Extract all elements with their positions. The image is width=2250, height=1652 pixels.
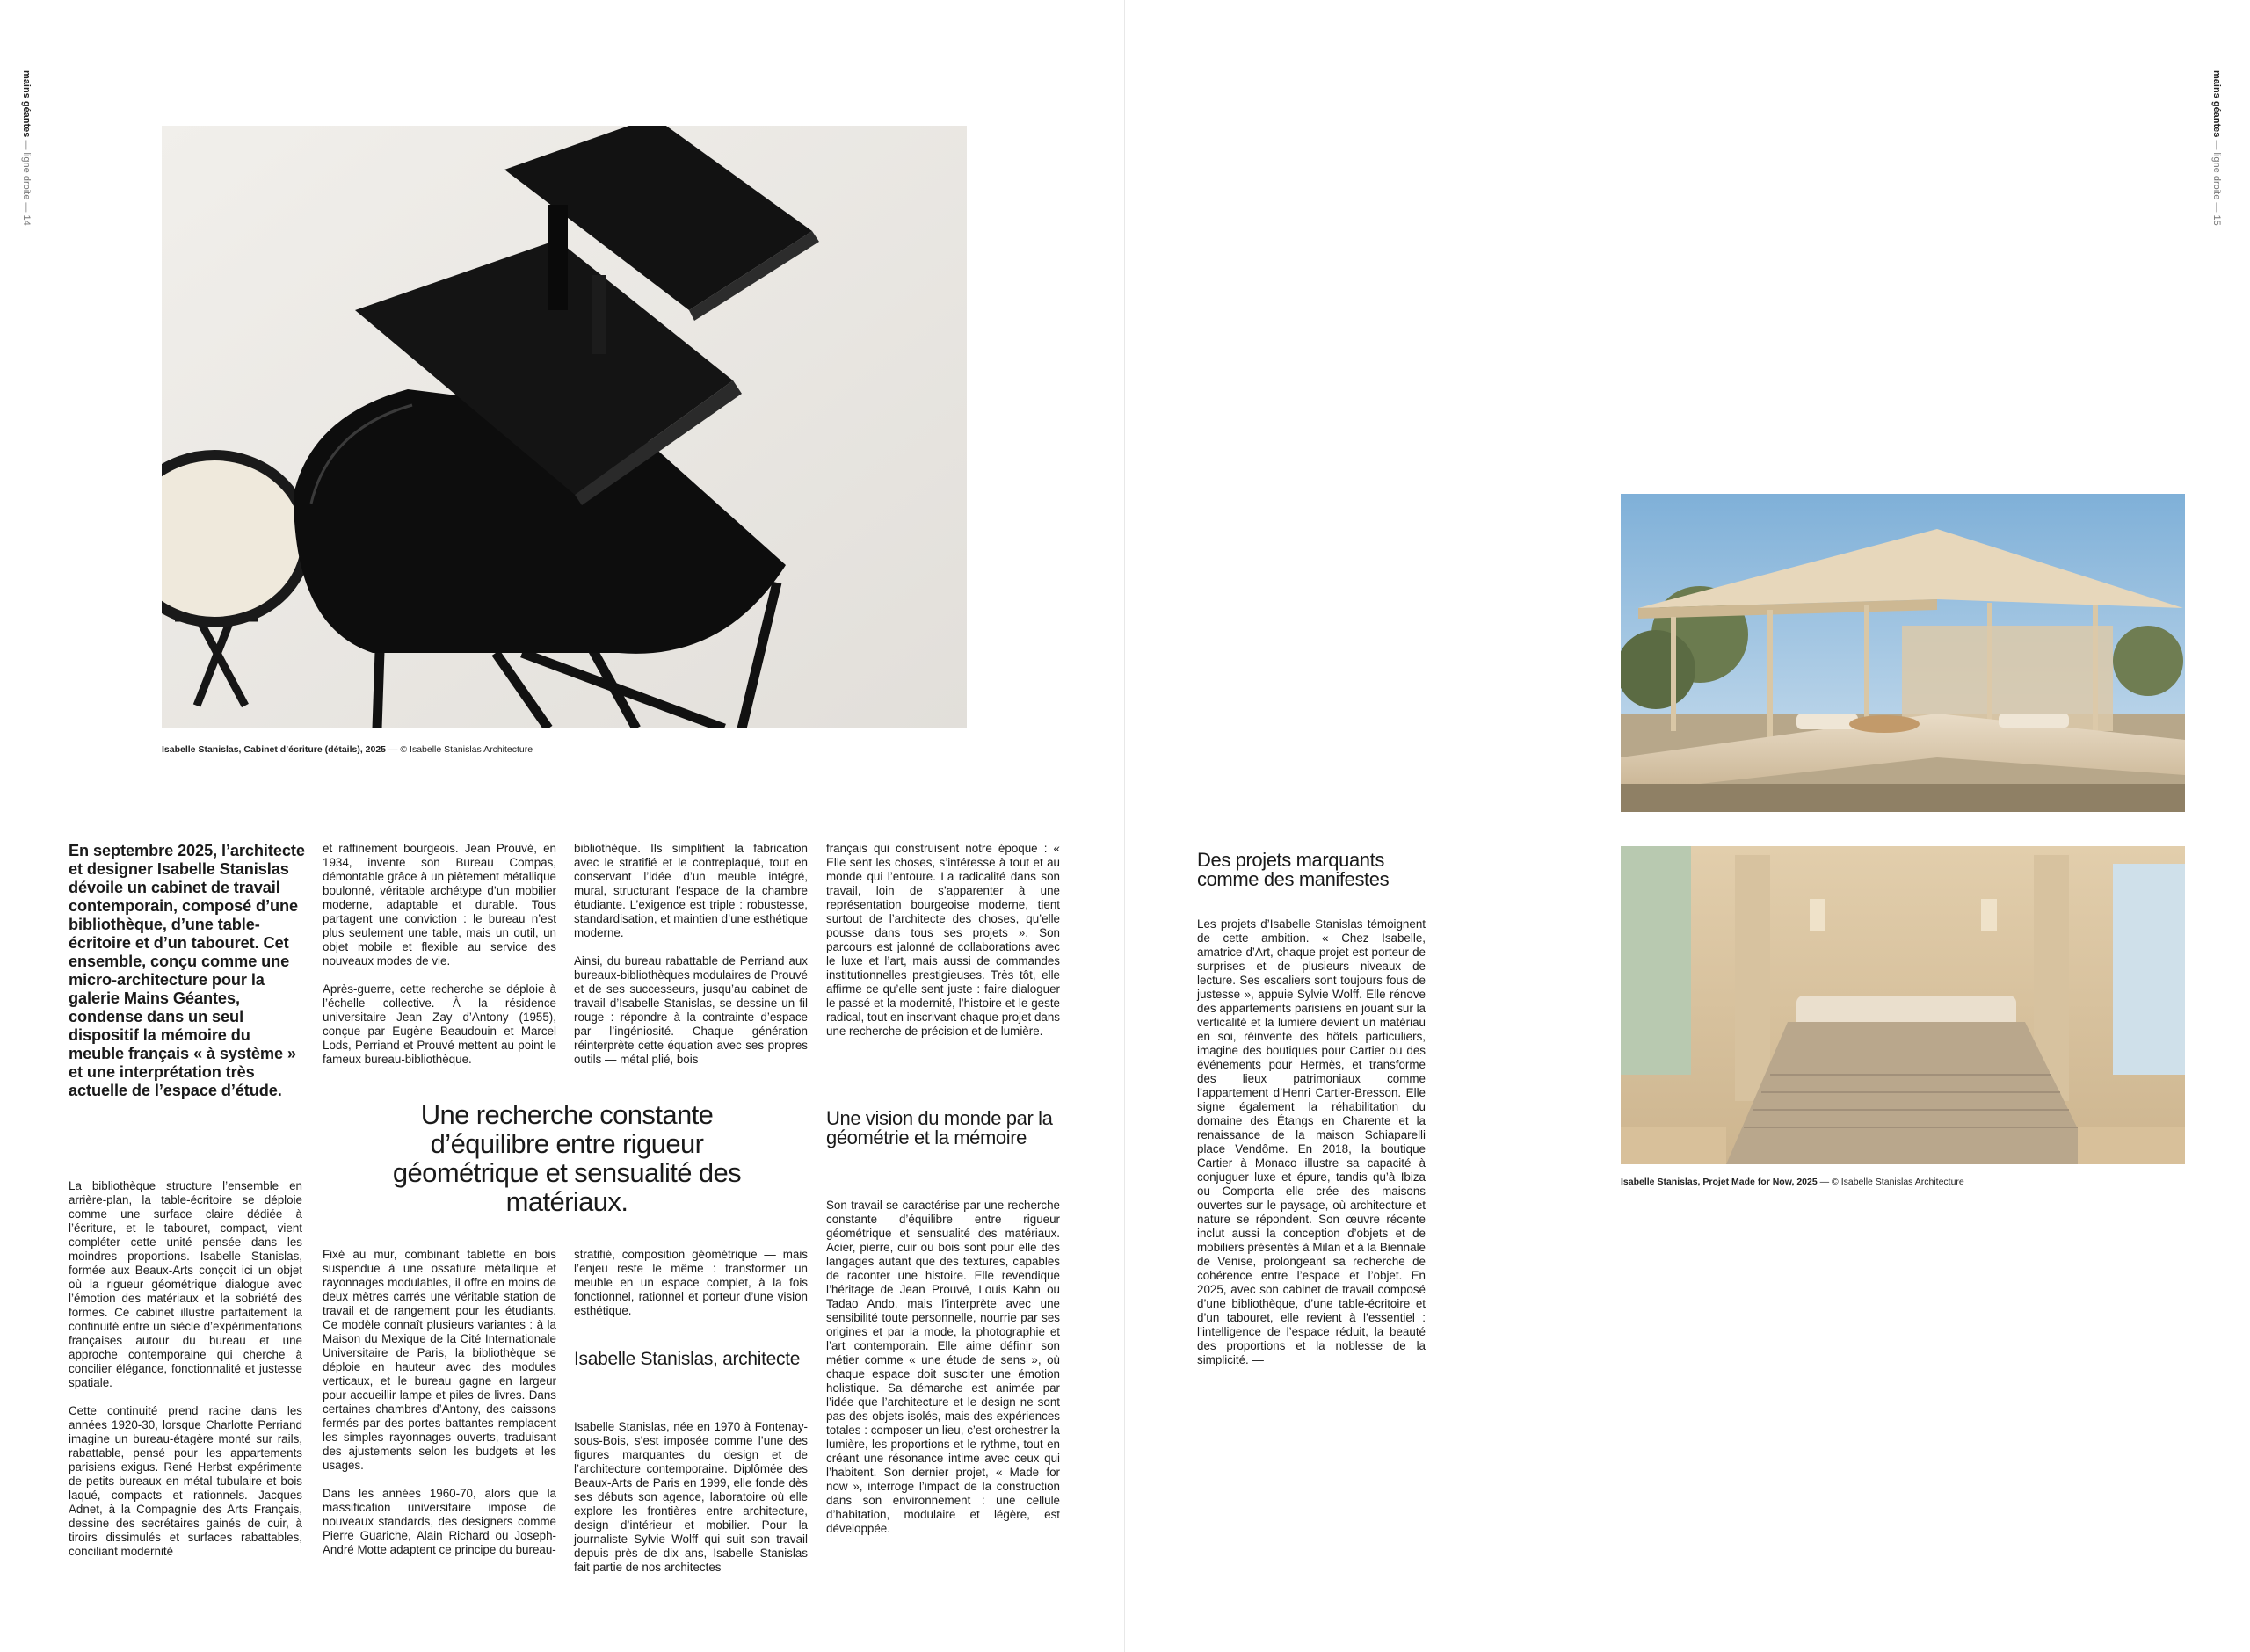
column-1 [69,1179,302,1573]
column-3 [574,842,808,1081]
col1-paragraph: La bibliothèque structure l’ensemble en arrière-plan, la table-écritoire se déploie comme une surface claire dédiée à l’écriture, et le tabouret, compact, vient compléter cette unité pensée dans les moindres proportions. Isabelle Stanislas, formée aux Beaux-Arts conçoit ici un objet où la rigueur géométrique dialogue avec l’émotion des matériaux et la sobriété des formes. Ce cabinet illustre parfaitement la continuité entre un siècle d’expérimentations françaises autour du bureau et une approche contemporaine qui cherche à concilier élégance, fonctionnalité et justesse spatiale. [69,1179,302,1389]
column-2b [323,1248,556,1571]
col1-paragraph: Cette continuité prend racine dans les années 1920-30, lorsque Charlotte Perriand imagine un bureau-étagère monté sur rails, rabattable, pensé pour les appartements parisiens exigus. René Herbst expérimente de petits bureaux en métal tubulaire et bois laqué, compacts et rationnels. Jacques Adnet, à la Compagnie des Arts Français, dessine des secrétaires gainés de cuir, à tiroirs dissimulés et surfaces rabattables, conciliant modernité [69,1404,302,1558]
photo-cabinet-details [162,126,967,728]
column-4 [826,842,1060,1053]
stool-seat [162,455,307,622]
furniture-illustration [162,126,967,728]
subhead-architect: Isabelle Stanislas, architecte [574,1349,801,1369]
col2b-paragraph: Dans les années 1960-70, alors que la massification universitaire impose de nouveaux standards, des designers comme Pierre Guariche, Alain Richard ou Joseph-André Motte adaptent ce principe du bureau- [323,1487,556,1556]
col2b-paragraph: Fixé au mur, combinant tablette en bois suspendue à une ossature métallique et rayonnages modulables, il offre en moins de deux mètres carrés une véritable station de travail et de rangement pour les étudiants. Ce modèle connaît plusieurs variantes : à la Maison du Mexique de la Cité Internationale Universitaire de Paris, la bibliothèque se déploie en hauteur avec des modules verticaux, et le bureau gagne en largeur pour accueillir lampe et piles de livres. Dans certaines chambres d’Antony, des caissons fermés par des portes battantes remplacent les simples rayonnages ouverts, traduisant des ajustements selon les budgets et les usages. [323,1248,556,1472]
column-3b-bio [574,1420,808,1589]
running-head-left: mains géantes — ligne droite — 14 [21,70,32,226]
photo-made-for-now-bedroom [1621,846,2185,1164]
subhead-vision: Une vision du monde par la géométrie et la mémoire [826,1107,1053,1148]
lead-paragraph: En septembre 2025, l’architecte et designer Isabelle Stanislas dévoile un cabinet de travail contemporain, composé d’une bibliothèque, d’une table-écritoire et d’un tabouret. Cet ensemble, conçu comme une micro-architecture pour la galerie Mains Géantes, condense dans un seul dispositif la mémoire du meuble français « à système » et une interprétation très actuelle de l’espace d’étude. [69,842,305,1099]
right-page [1125,0,2250,1652]
subhead-projects: Des projets marquants comme des manifestes [1197,849,1390,890]
column-2 [323,842,556,1081]
pull-quote: Une recherche constante d’équilibre entre rigueur géométrique et sensualité des matériaux. [392,1099,742,1217]
col4-paragraph: français qui construisent notre époque : « Elle sent les choses, s’intéresse à tout et au monde qui l’entoure. La radicalité dans son travail, loin de s’apparenter à une représentation bourgeoise moderne, tient surtout de l’architecte des choses, qu’elle pousse dans tous ses projets ». Son parcours est jalonné de collaborations avec le luxe et l’art, mais aussi de commandes institutionnelles prestigieuses. Très tôt, elle affirme ce qu’elle sent juste : faire dialoguer le passé et la modernité, l’histoire et le geste radical, tout en inscrivant chaque projet dans une recherche de précision et de lumière. [826,842,1060,1038]
window-left [1621,846,1691,1075]
column-3b [574,1248,808,1332]
col2-paragraph: Après-guerre, cette recherche se déploie à l’échelle collective. À la résidence universitaire Jean Zay d’Antony (1955), conçue par Eugène Beaudouin et Marcel Lods, Perriand et Prouvé mettent au point le fameux bureau-bibliothèque. [323,982,556,1066]
col3b-paragraph: stratifié, composition géométrique — mais l’enjeu reste le même : transformer un meuble en un espace complet, à la fois fonctionnel, rationnel et porteur d’une vision esthétique. [574,1248,808,1317]
pavilion-exterior-illustration [1621,494,2185,812]
caption-photo1: Isabelle Stanislas, Cabinet d’écriture (détails), 2025 — © Isabelle Stanislas Architecture [162,744,533,755]
column-4b [826,1199,1060,1550]
column-right [1197,917,1426,1381]
col2-paragraph: et raffinement bourgeois. Jean Prouvé, en 1934, invente son Bureau Compas, démontable grâce à un piètement métallique boulonné, véritable archétype d’un mobilier moderne, adaptable et durable. Tous partagent une conviction : le bureau n’est plus seulement une table, mais un outil, un objet mobile et flexible au service des nouveaux modes de vie. [323,842,556,967]
pavilion-bedroom-illustration [1621,846,2185,1164]
col3-paragraph: bibliothèque. Ils simplifient la fabrication avec le stratifié et le contreplaqué, tout en conservant l’idée d’un meuble intégré, mural, structurant l’espace de la chambre étudiante. L’exigence est triple : robustesse, standardisation, et maintien d’une esthétique moderne. [574,842,808,939]
photo-made-for-now-exterior [1621,494,2185,812]
running-head-right: mains géantes — ligne droite — 15 [2211,70,2222,226]
col4b-paragraph: Son travail se caractérise par une recherche constante d’équilibre entre rigueur géométrique et sensualité des matériaux. Acier, pierre, cuir ou bois sont pour elle des langages autant que des textures, capables de raconter une histoire. Elle revendique l’héritage de Jean Prouvé, Louis Kahn ou Tadao Ando, mais l’interprète avec une sensibilité toute personnelle, nourrie par ses origines et par la mode, la photographie et l’art contemporain. Elle aime définir son métier comme « une étude de sens », où chaque espace doit susciter une émotion holistique. Sa démarche est animée par l’idée que l’architecture et le design ne sont pas des objets isolés, mais des expériences totales : composer un lieu, c’est orchestrer la lumière, les proportions et le rythme, tout en créant une résonance intime avec ceux qui l’habitent. Son dernier projet, « Made for now », interroge l’impact de la construction dans son environnement : une cellule d’habitation, modulaire et légère, est développée. [826,1199,1060,1535]
col3b-paragraph: Isabelle Stanislas, née en 1970 à Fontenay-sous-Bois, s’est imposée comme l’une des figures marquantes du design et de l’architecture contemporaine. Diplômée des Beaux-Arts de Paris en 1999, elle fonde dès ses débuts son agence, laboratoire où elle explore les frontières entre architecture, design d’intérieur et mobilier. Pour la journaliste Sylvie Wolff qui suit son travail depuis près de dix ans, Isabelle Stanislas fait partie de nos architectes [574,1420,808,1574]
right-paragraph: Les projets d’Isabelle Stanislas témoignent de cette ambition. « Chez Isabelle, amatrice d’Art, chaque projet est porteur de surprises et de plusieurs niveaux de lecture. Ses escaliers sont toujours fous de justesse », appuie Sylvie Wolff. Elle rénove des appartements parisiens en jouant sur la verticalité et la lumière devient un matériau en soi, réinvente des hôtels particuliers, imagine des boutiques pour Cartier ou des événements pour Hermès, et transforme des lieux patrimoniaux comme l’appartement d’Henri Cartier-Bresson. Elle signe également la réhabilitation du domaine des Étangs en Charente et la renaissance de la maison Schiaparelli place Vendôme. En 2018, la boutique Cartier à Monaco illustre sa capacité à conjuguer luxe et épure, tandis qu’à Ibiza ou Comporta elle crée des maisons ouvertes sur le paysage, où architecture et nature se répondent. Son œuvre récente inclut aussi la conception d’objets et de mobiliers présentés à Milan et à la Biennale de Venise, prolongeant sa recherche de cohérence entre l’espace et l’objet. En 2025, avec son cabinet de travail composé d’une bibliothèque, d’une table-écritoire et d’un tabouret, elle revient à l’essentiel : l’intelligence de l’espace réduit, la beauté des proportions et la noblesse de la simplicité. — [1197,917,1426,1366]
window-right [2113,864,2185,1075]
col3-paragraph: Ainsi, du bureau rabattable de Perriand aux bureaux-bibliothèques modulaires de Prouvé et de ses successeurs, jusqu’au cabinet de travail d’Isabelle Stanislas, se dessine un fil rouge : répondre à la contrainte d’espace par l’ingéniosité. Chaque génération réinterprète cette équation avec ses propres outils — métal plié, bois [574,954,808,1066]
caption-photo2: Isabelle Stanislas, Projet Made for Now, 2025 — © Isabelle Stanislas Architecture [1621,1177,1964,1187]
